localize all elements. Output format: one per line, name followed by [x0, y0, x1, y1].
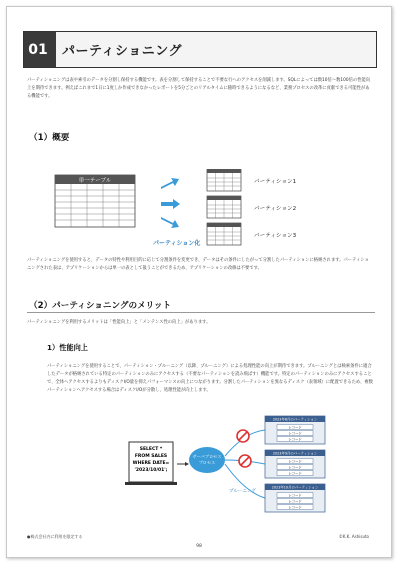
- pruning-label: プルーニング: [229, 489, 256, 494]
- arrow-up-icon: [161, 178, 179, 189]
- record-label: レコード: [288, 431, 302, 436]
- record-label: レコード: [288, 471, 302, 476]
- blocked-icon: [239, 455, 251, 467]
- record-label: レコード: [288, 499, 302, 504]
- section-divider: [27, 312, 375, 313]
- arrow-right-icon: [161, 199, 180, 209]
- record-label: レコード: [288, 465, 302, 470]
- arrow-icons: [161, 178, 180, 228]
- arrow-down-icon: [161, 217, 179, 228]
- record-label: レコード: [288, 505, 302, 510]
- partition-box-2: [265, 450, 325, 478]
- client-pc-icon: [125, 442, 177, 485]
- single-table-label: 単一テーブル: [78, 178, 112, 184]
- partition-box-title: 2023年10月のパーティション: [271, 485, 319, 490]
- performance-paragraph: パーティショニングを使用することで、パーティション・プルーニング（以降、プルーニング）による処理性能の向上が期待できます。プルーニングとは検索条件に適合したデータが格納されている特定のパーティションのみにアクセスする（不要なパーティションを読み飛ばす）機能です。特定のパーティションのみにアクセスすることで、全体へアクセスするよりもディスクI/O量を抑えパフォーマンスの向上につながります。分割したパーティションを異なるディスク（表領域）に配置できるため、複数パーティションへアクセスする場合はディスクI/Oが分散し、処理性能が向上します。: [47, 364, 373, 393]
- footer-copyright: ©K.K. Ashisuto: [338, 534, 369, 539]
- chapter-number: 01: [24, 32, 52, 67]
- chapter-header: [23, 31, 377, 68]
- sql-line-2: FROM SALES: [134, 454, 168, 459]
- intro-paragraph: パーティショニングは表や索引のデータを分割し保持する機能です。表を分割して保持することで不要な行へのアクセスを削減します。SQLによっては数10倍〜数100倍の性能向上を期待できます。例えばこれまで1日に1度しか作成できなかったレポートを5分ごとのリアルタイムに随時できるようになるなど、業務プロセスの改革に貢献できる可能性がある機能です。: [27, 78, 371, 99]
- record-label: レコード: [288, 437, 302, 442]
- record-label: レコード: [288, 493, 302, 498]
- document-page: [6, 6, 392, 558]
- chapter-title: パーティショニング: [52, 32, 376, 67]
- partition-box-title: 2023年9月のパーティション: [272, 451, 318, 456]
- pruning-diagram: [125, 412, 347, 524]
- overview-paragraph: パーティショニングを使用すると、データの特性や利用目的に応じて分割条件を変更でき、データはその条件にしたがって分割したパーティションに格納されます。パーティショニングされた表は、アプリケーションからは単一の表として扱うことができるため、アプリケーションの改修は不要です。: [27, 258, 369, 271]
- page-number: 98: [196, 544, 202, 549]
- single-table-graphic: [55, 175, 135, 227]
- server-process-node: [189, 447, 225, 473]
- partition-box-1: [265, 416, 325, 444]
- record-label: レコード: [288, 425, 302, 430]
- footer-confidential: ●株式会社内に利用を限定する: [27, 534, 83, 539]
- subsection1-heading: 1）性能向上: [47, 343, 88, 352]
- partition-box-3: [265, 484, 325, 512]
- sql-line-4: '2023/10/01';: [134, 468, 168, 473]
- partition-label-3: パーティション3: [254, 233, 297, 239]
- section2-heading: （2）パーティショニングのメリット: [29, 301, 172, 311]
- server-process-label-2: プロセス: [198, 460, 216, 465]
- section1-heading: （1）概要: [29, 133, 70, 143]
- partition-tables: [207, 169, 241, 245]
- partition-label-2: パーティション2: [254, 206, 297, 212]
- partitioned-label: パーティション化: [153, 240, 201, 247]
- overview-diagram: [51, 169, 351, 249]
- sql-line-3: WHERE DATE=: [132, 461, 170, 466]
- partition-box-title: 2023年8月のパーティション: [272, 417, 318, 422]
- server-process-label-1: サーバプロセス: [192, 454, 222, 459]
- record-label: レコード: [288, 459, 302, 464]
- sql-line-1: SELECT *: [139, 447, 163, 452]
- blocked-icon: [237, 430, 249, 442]
- partition-label-1: パーティション1: [254, 179, 297, 185]
- merit-paragraph: パーティショニングを利用するメリットは「性能向上」と「メンテンス性の向上」があります。: [27, 320, 211, 325]
